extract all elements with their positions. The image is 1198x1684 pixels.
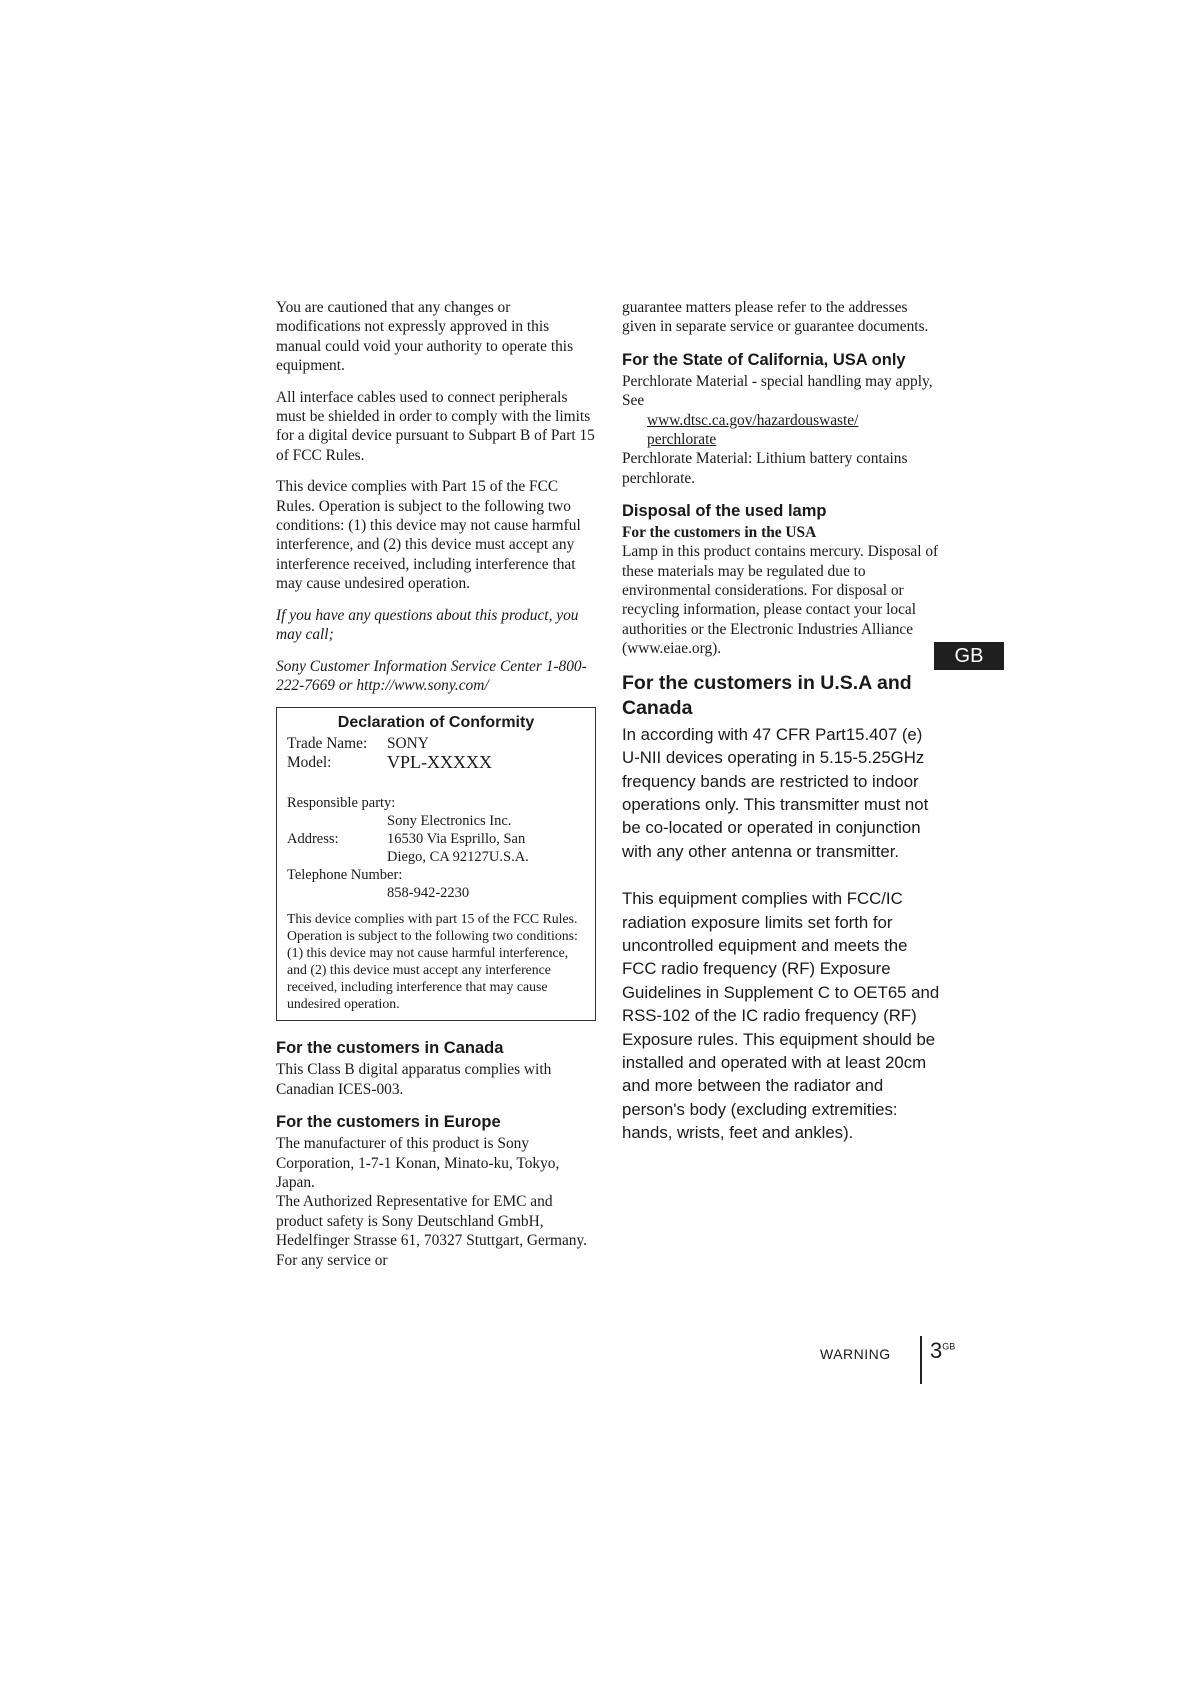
- address-row: [287, 830, 585, 848]
- california-link-line-2[interactable]: perchlorate: [647, 431, 717, 449]
- responsible-value: Sony Electronics Inc.: [387, 813, 512, 830]
- telephone-value: 858-942-2230: [387, 885, 470, 902]
- trade-name-value: SONY: [387, 735, 429, 753]
- footer-divider: [920, 1336, 922, 1384]
- europe-text-2: The Authorized Representative for EMC and product safety is Sony Deutschland GmbH, Hedelfinger Strasse 61, 70327 Stuttgart, Germany. For any service or: [276, 1193, 588, 1269]
- california-text-2: Perchlorate Material: Lithium battery contains perchlorate.: [622, 450, 908, 487]
- declaration-box: [276, 707, 596, 1021]
- address-label: Address:: [287, 831, 339, 848]
- canada-heading: For the customers in Canada: [276, 1039, 504, 1058]
- lamp-subheading: For the customers in the USA: [622, 524, 817, 542]
- trade-name-label: Trade Name:: [287, 735, 368, 753]
- questions-paragraph: If you have any questions about this product, you may call;: [276, 606, 579, 644]
- california-text: Perchlorate Material - special handling may apply, See: [622, 372, 933, 410]
- model-row: [287, 753, 585, 772]
- telephone-label: Telephone Number:: [287, 867, 403, 884]
- model-value: VPL-XXXXX: [387, 752, 492, 773]
- europe-text-1: The manufacturer of this product is Sony Corporation, 1-7-1 Konan, Minato-ku, Tokyo, Japan.: [276, 1135, 560, 1191]
- page-number: [930, 1338, 955, 1364]
- footer-section-label: WARNING: [820, 1346, 891, 1362]
- fcc-paragraph: This device complies with Part 15 of the FCC Rules. Operation is subject to the following two conditions: (1) this device may not cause harmful interference, and (2) this device must accept any interference received, including interference that may cause undesired operation.: [276, 478, 581, 593]
- right-column: [622, 298, 942, 1145]
- declaration-title: Declaration of Conformity: [337, 714, 535, 732]
- declaration-note: This device complies with part 15 of the FCC Rules. Operation is subject to the following two conditions: (1) this device may not cause harmful interference, and (2) this device must accept any interference received, including interference that may cause undesired operation.: [287, 911, 578, 1012]
- lamp-heading: Disposal of the used lamp: [622, 502, 827, 521]
- left-column: [276, 298, 596, 1282]
- responsible-label: Responsible party:: [287, 795, 396, 812]
- canada-text: This Class B digital apparatus complies with Canadian ICES-003.: [276, 1061, 552, 1098]
- trade-name-row: [287, 734, 585, 753]
- lamp-text: Lamp in this product contains mercury. Disposal of these materials may be regulated due to environmental considerations. For disposal or recycling information, please contact your local authorities or the Electronic Industries Alliance (www.eiae.org).: [622, 543, 939, 658]
- model-label: Model:: [287, 754, 332, 772]
- usa-canada-heading: For the customers in U.S.A and Canada: [622, 671, 912, 719]
- cables-paragraph: All interface cables used to connect peripherals must be shielded in order to comply with the limits for a digital device pursuant to Subpart B of Part 15 of FCC Rules.: [276, 388, 595, 464]
- usa-canada-text-2: This equipment complies with FCC/IC radiation exposure limits set forth for uncontrolled equipment and meets the FCC radio frequency (RF) Exposure Guidelines in Supplement C to OET65 and RSS-102 of the IC radio frequency (RF) Exposure rules. This equipment should be installed and operated with at least 20cm and more between the radiator and person's body (excluding extremities: hands, wrists, feet and ankles).: [622, 889, 940, 1143]
- guarantee-paragraph: guarantee matters please refer to the addresses given in separate service or guarantee documents.: [622, 299, 929, 336]
- caution-paragraph: You are cautioned that any changes or modifications not expressly approved in this manual could void your authority to operate this equipment.: [276, 299, 574, 375]
- europe-heading: For the customers in Europe: [276, 1113, 501, 1132]
- language-tab: GB: [934, 642, 1004, 670]
- usa-canada-text-1: In according with 47 CFR Part15.407 (e) U-NII devices operating in 5.15-5.25GHz frequency bands are restricted to indoor operations only. This transmitter must not be co-located or operated in conjunction with any other antenna or transmitter.: [622, 724, 929, 861]
- address-line-2: Diego, CA 92127U.S.A.: [387, 849, 529, 866]
- california-link-line-1[interactable]: www.dtsc.ca.gov/hazardouswaste/: [647, 411, 859, 429]
- page-number-value: 3: [930, 1338, 943, 1363]
- page-number-suffix: GB: [942, 1341, 956, 1352]
- address-line-1: 16530 Via Esprillo, San: [387, 831, 526, 848]
- service-center-paragraph: Sony Customer Information Service Center 1-800-222-7669 or http://www.sony.com/: [276, 657, 587, 694]
- california-heading: For the State of California, USA only: [622, 350, 906, 369]
